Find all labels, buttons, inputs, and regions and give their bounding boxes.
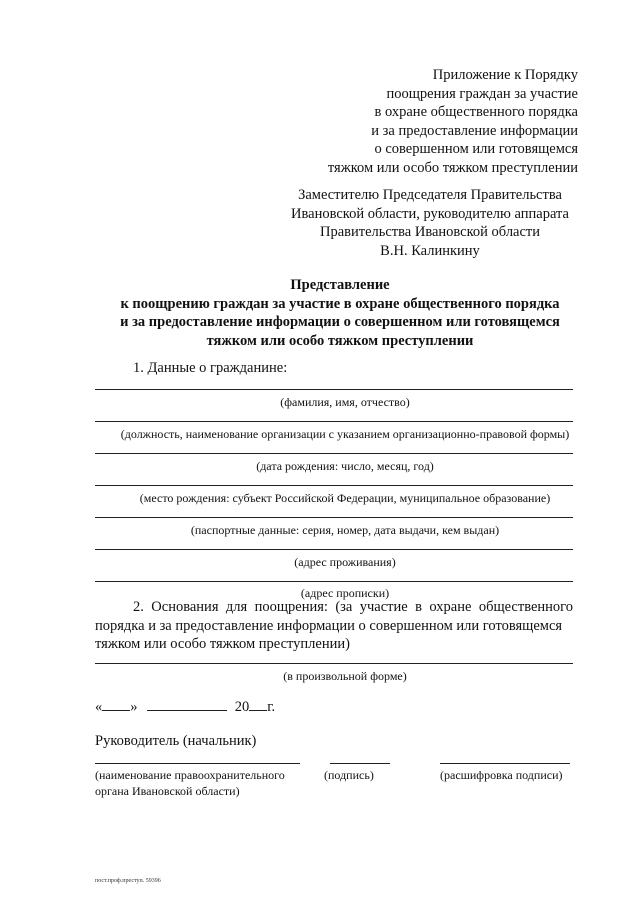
appendix-line: Приложение к Порядку <box>432 67 578 83</box>
birth-date-line[interactable] <box>95 453 573 454</box>
appendix-line: поощрения граждан за участие <box>386 85 578 102</box>
birth-place-line[interactable] <box>95 485 573 486</box>
signature-decode-line[interactable] <box>440 763 570 764</box>
title-line: тяжком или особо тяжком преступлении <box>206 332 474 349</box>
title-line: к поощрению граждан за участие в охране общественного порядка <box>120 295 560 312</box>
signature-decode-caption: (расшифровка подписи) <box>440 768 563 782</box>
year-suffix: г. <box>267 699 276 715</box>
passport-line[interactable] <box>95 517 573 518</box>
appendix-line: в охране общественного порядка <box>374 104 578 120</box>
registration-address-caption: (адрес прописки) <box>300 586 390 600</box>
addressee-line: В.Н. Калинкину <box>380 242 480 259</box>
full-name-line[interactable] <box>95 389 573 390</box>
registration-address-line[interactable] <box>95 581 573 582</box>
section1-heading: 1. Данные о гражданине: <box>133 360 288 376</box>
date-line <box>95 698 275 716</box>
section2-text: 2. Основания для поощрения: (за участие в охране общественного порядка и за предоставление информации о совершенном или готовящемся <box>95 599 573 634</box>
position-caption: (должность, наименование организации с указанием организационно-правовой формы) <box>120 427 570 441</box>
section2-text-end: тяжком или особо тяжком преступлении) <box>95 636 350 652</box>
head-label: Руководитель (начальник) <box>95 733 257 749</box>
org-caption-line: (наименование правоохранительного <box>95 768 285 782</box>
day-blank[interactable] <box>102 698 130 711</box>
appendix-note <box>328 66 578 177</box>
org-name-line[interactable] <box>95 763 300 764</box>
appendix-line: тяжком или особо тяжком преступлении <box>327 159 578 176</box>
signature-caption: (подпись) <box>324 768 374 782</box>
year-blank[interactable] <box>249 698 267 711</box>
date-close-quote: » <box>130 699 138 715</box>
grounds-line[interactable] <box>95 663 573 664</box>
org-caption-line: органа Ивановской области) <box>95 784 240 798</box>
footer-code: пост.проф.преступ. 59396 <box>95 878 161 884</box>
addressee-line: Ивановской области, руководителю аппарата <box>291 205 569 222</box>
full-name-caption: (фамилия, имя, отчество) <box>280 395 410 409</box>
section2-grounds <box>95 598 573 654</box>
title-line: и за предоставление информации о совершенном или готовящемся <box>120 314 560 330</box>
year-prefix: 20 <box>234 699 250 715</box>
addressee-line: Заместителю Председателя Правительства <box>298 187 562 203</box>
position-line[interactable] <box>95 421 573 422</box>
date-open-quote: « <box>95 699 103 715</box>
document-title <box>60 276 620 350</box>
addressee-line: Правительства Ивановской области <box>319 224 541 240</box>
appendix-line: о совершенном или готовящемся <box>374 141 578 157</box>
residence-address-line[interactable] <box>95 549 573 550</box>
org-name-caption <box>95 767 285 799</box>
appendix-line: и за предоставление информации <box>371 122 578 139</box>
month-blank[interactable] <box>147 698 227 711</box>
passport-caption: (паспортные данные: серия, номер, дата выдачи, кем выдан) <box>190 523 500 537</box>
addressee-block <box>230 186 630 260</box>
signature-line[interactable] <box>330 763 390 764</box>
residence-address-caption: (адрес проживания) <box>294 555 396 569</box>
grounds-caption: (в произвольной форме) <box>283 669 407 683</box>
birth-date-caption: (дата рождения: число, месяц, год) <box>256 459 434 473</box>
title-line: Представление <box>290 277 390 293</box>
birth-place-caption: (место рождения: субъект Российской Федерации, муниципальное образование) <box>139 491 551 505</box>
